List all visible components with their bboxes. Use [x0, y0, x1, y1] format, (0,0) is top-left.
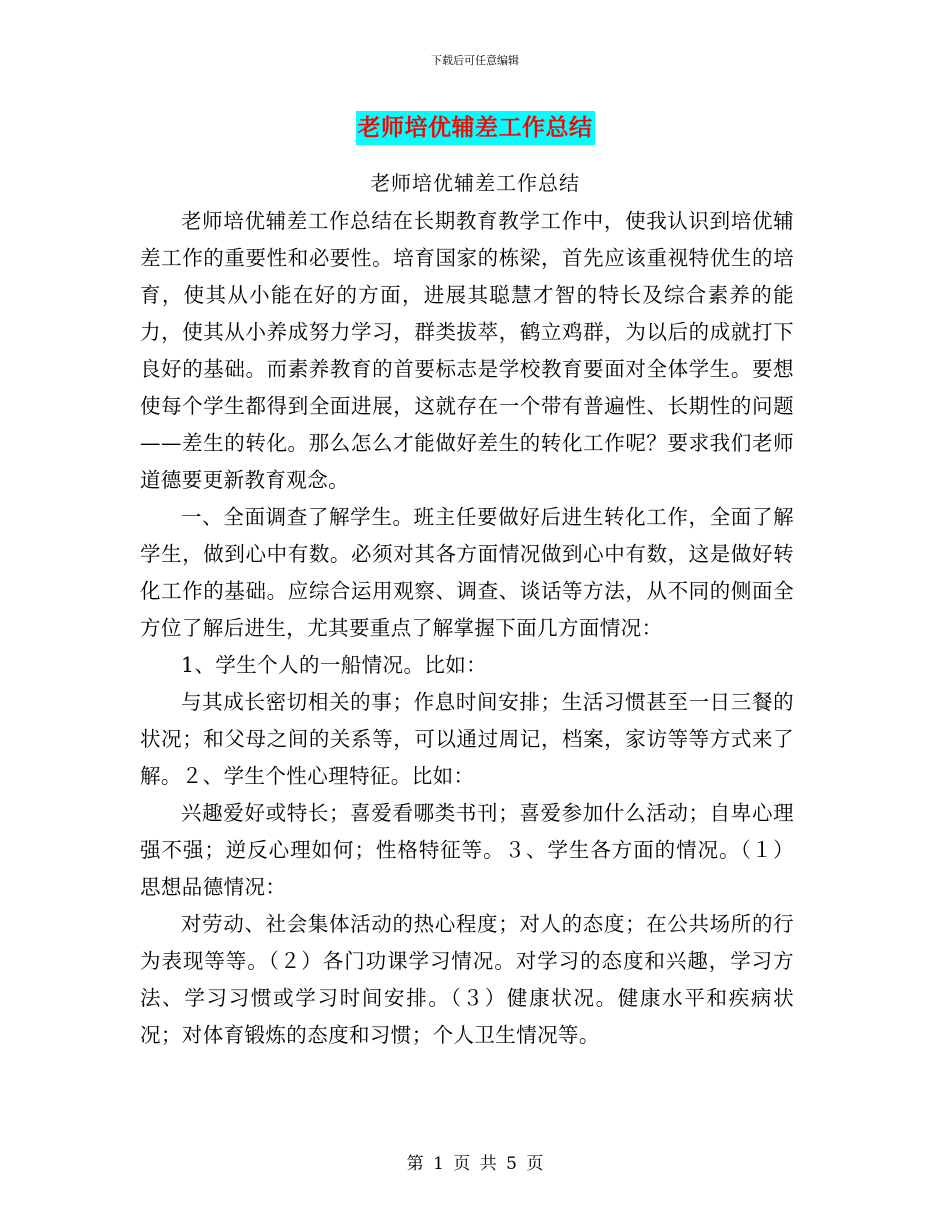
- paragraph-personal-situation: 与其成长密切相关的事；作息时间安排；生活习惯甚至一日三餐的状况；和父母之间的关系等，可以通过周记，档案，家访等等方式来了解。２、学生个性心理特征。比如：: [140, 690, 794, 788]
- paragraph-personality: 兴趣爱好或特长；喜爱看哪类书刊；喜爱参加什么活动；自卑心理强不强；逆反心理如何；性格特征等。３、学生各方面的情况。（１）思想品德情况：: [140, 801, 794, 899]
- page-number: 第 1 页 共 5 页: [406, 1154, 544, 1174]
- document-body: [140, 203, 794, 1054]
- document-title-text: 老师培优辅差工作总结: [356, 111, 595, 145]
- paragraph-conduct: 对劳动、社会集体活动的热心程度；对人的态度；在公共场所的行为表现等等。（２）各门功课学习情况。对学习的态度和兴趣，学习方法、学习习惯或学习时间安排。（３）健康状况。健康水平和疾病状况；对体育锻炼的态度和习惯；个人卫生情况等。: [140, 912, 794, 1047]
- document-title: [0, 111, 950, 147]
- paragraph-section-one: 一、全面调查了解学生。班主任要做好后进生转化工作，全面了解学生，做到心中有数。必须对其各方面情况做到心中有数，这是做好转化工作的基础。应综合运用观察、调查、谈话等方法，从不同的侧面全方位了解后进生，尤其要重点了解掌握下面几方面情况：: [140, 505, 794, 640]
- paragraph-intro: 老师培优辅差工作总结在长期教育教学工作中，使我认识到培优辅差工作的重要性和必要性。培育国家的栋梁，首先应该重视特优生的培育，使其从小能在好的方面，进展其聪慧才智的特长及综合素养的能力，使其从小养成努力学习，群类拔萃，鹤立鸡群，为以后的成就打下良好的基础。而素养教育的首要标志是学校教育要面对全体学生。要想使每个学生都得到全面进展，这就存在一个带有普遍性、长期性的问题——差生的转化。那么怎么才能做好差生的转化工作呢？要求我们老师道德要更新教育观念。: [140, 209, 794, 492]
- document-subtitle: 老师培优辅差工作总结: [370, 171, 580, 195]
- paragraph-item-one: 1、学生个人的一船情况。比如：: [181, 653, 488, 677]
- header-note: 下载后可任意编辑: [431, 54, 519, 67]
